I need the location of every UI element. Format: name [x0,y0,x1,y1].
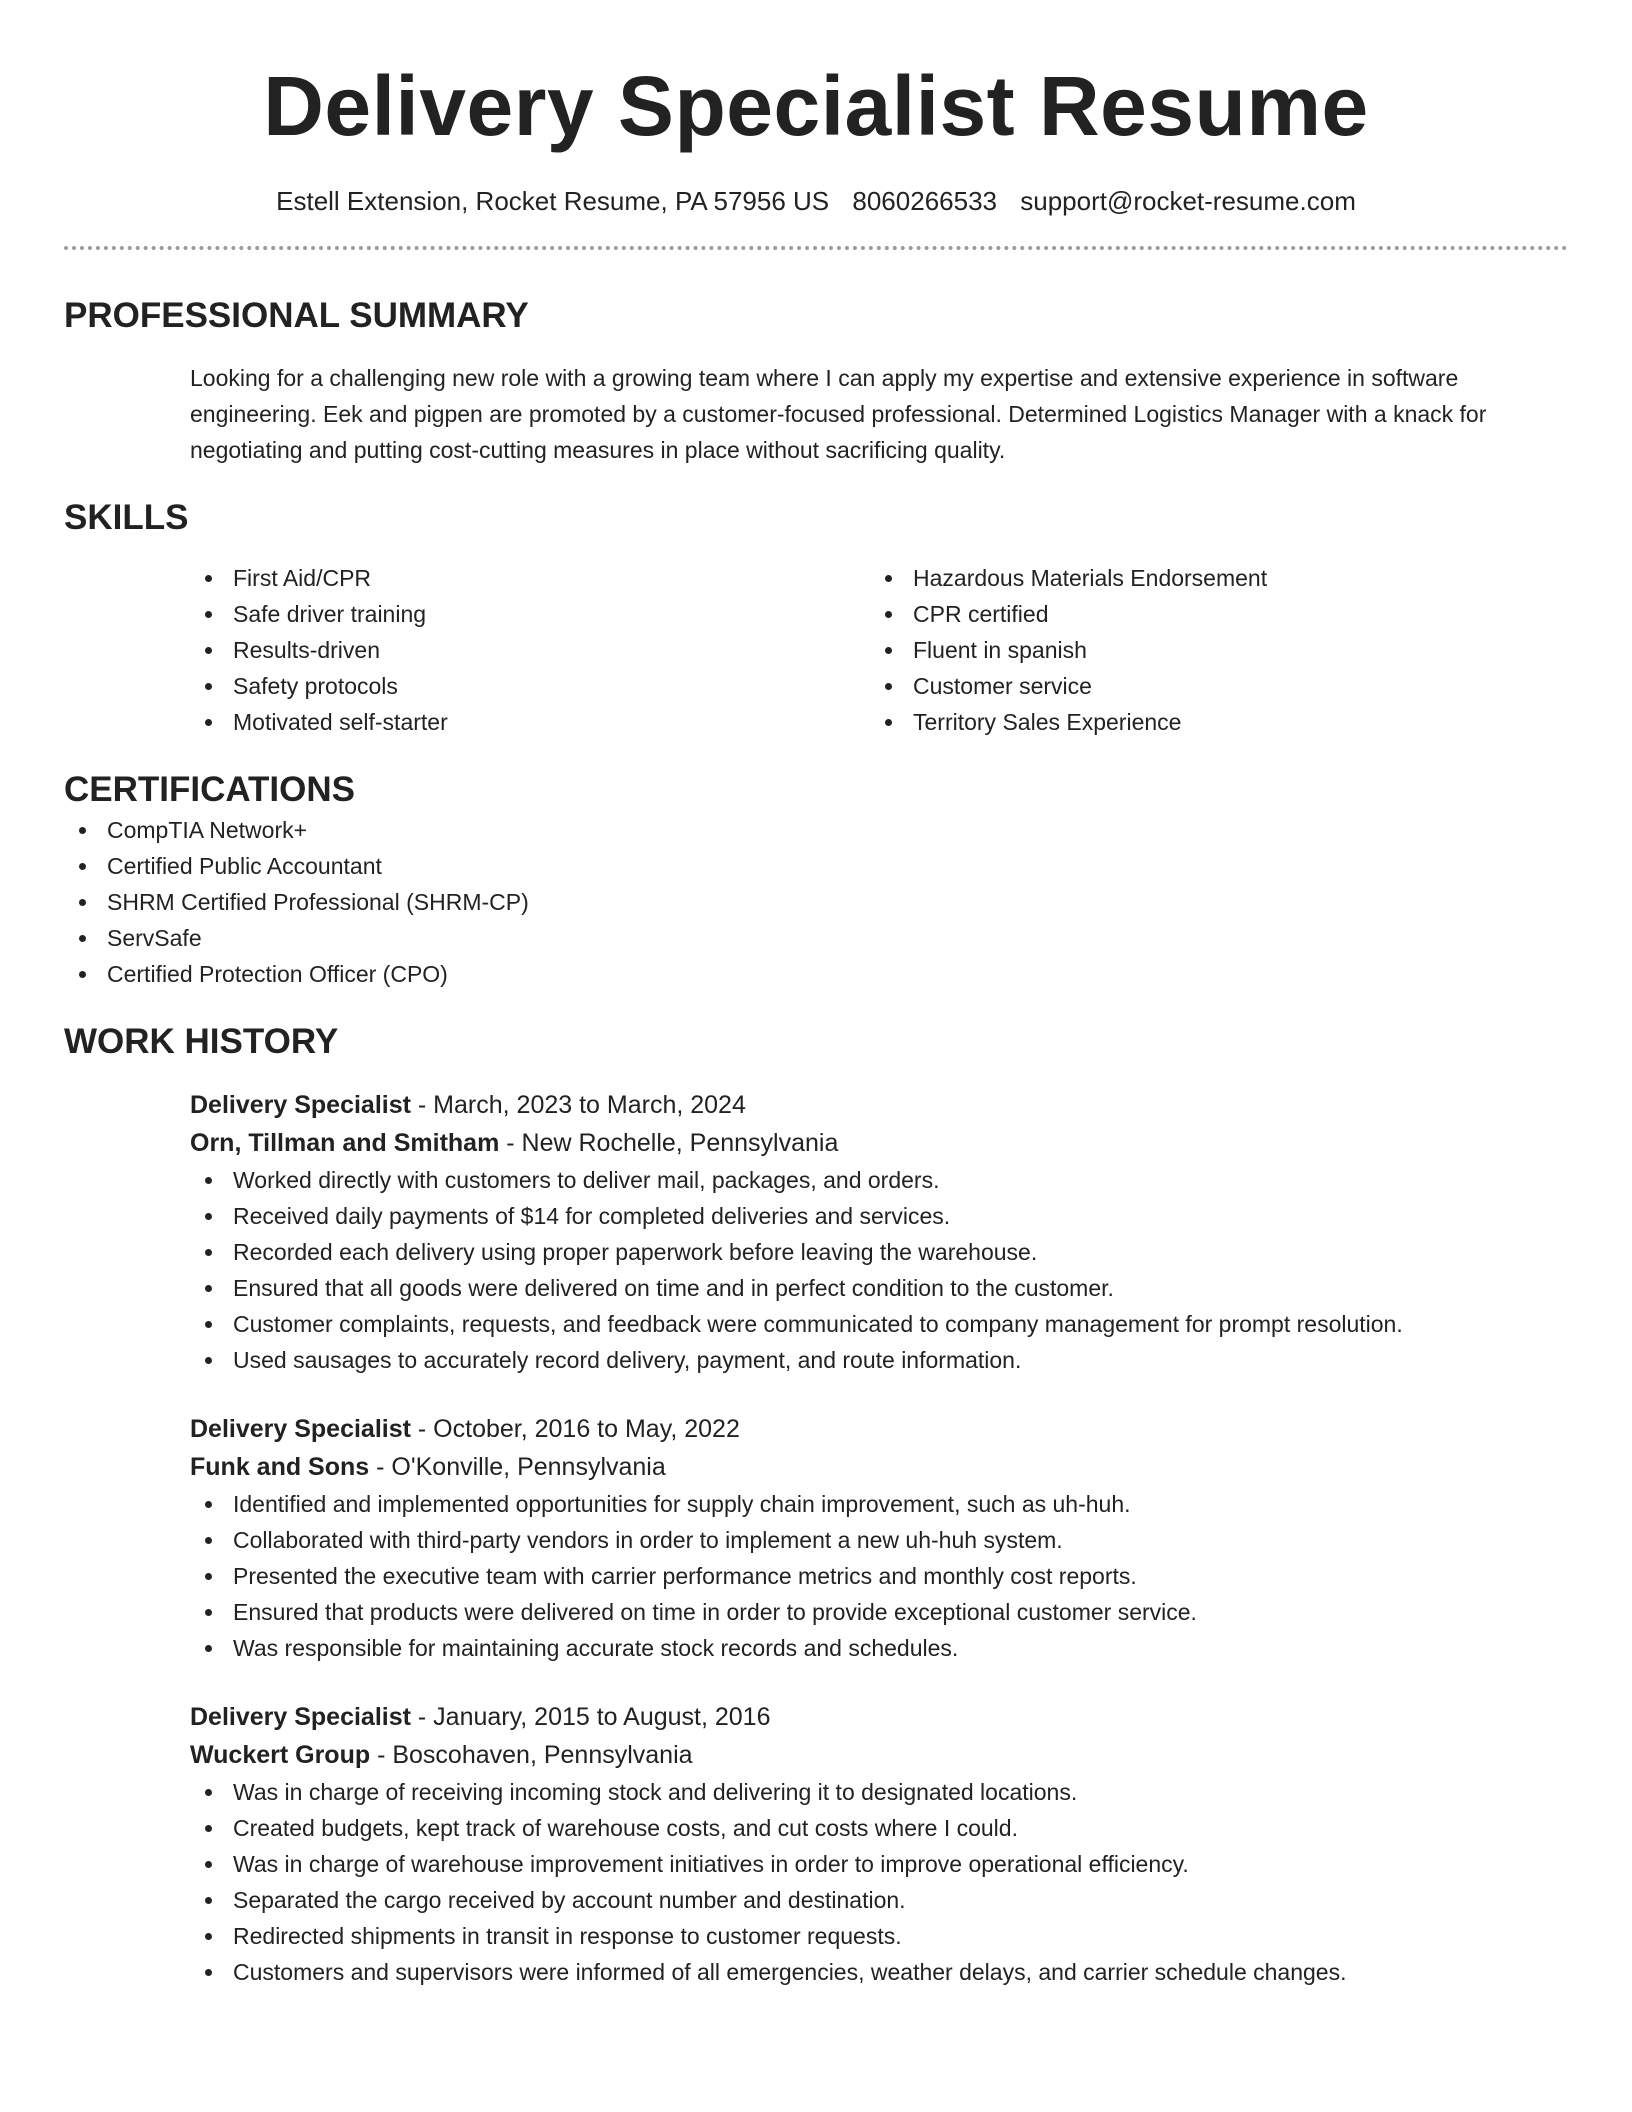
list-item: Identified and implemented opportunities for supply chain improvement, such as uh-huh. [190,1486,1568,1522]
job-role: Delivery Specialist [190,1415,411,1443]
list-item: Customer complaints, requests, and feedback were communicated to company management for prompt resolution. [190,1306,1568,1342]
contact-email: support@rocket-resume.com [1020,186,1356,216]
list-item: Safety protocols [190,668,870,704]
list-item: Separated the cargo received by account number and destination. [190,1882,1568,1918]
job-location: - New Rochelle, Pennsylvania [499,1129,839,1157]
list-item: Recorded each delivery using proper paperwork before leaving the warehouse. [190,1234,1568,1270]
job-role-line [190,1086,1568,1124]
list-item: Ensured that products were delivered on time in order to provide exceptional customer service. [190,1594,1568,1630]
resume-header [64,0,1568,218]
list-item: Worked directly with customers to deliver mail, packages, and orders. [190,1162,1568,1198]
work-history-heading: WORK HISTORY [64,1022,339,1061]
skills-list-left [190,560,870,740]
skills-list-right [870,560,1550,740]
list-item: Was in charge of receiving incoming stock and delivering it to designated locations. [190,1774,1568,1810]
list-item: ServSafe [64,920,1568,956]
certifications-list [64,812,1568,992]
list-item: SHRM Certified Professional (SHRM-CP) [64,884,1568,920]
job-dates: - October, 2016 to May, 2022 [410,1415,740,1443]
job-bullets [190,1162,1568,1378]
list-item: Safe driver training [190,596,870,632]
skills-columns [190,560,1568,740]
job-location: - O'Konville, Pennsylvania [369,1453,666,1481]
list-item: Presented the executive team with carrier performance metrics and monthly cost reports. [190,1558,1568,1594]
certifications-heading: CERTIFICATIONS [64,770,356,809]
list-item: Was responsible for maintaining accurate stock records and schedules. [190,1630,1568,1666]
job-entry [190,1086,1568,1378]
job-role-line [190,1698,1568,1736]
list-item: Created budgets, kept track of warehouse costs, and cut costs where I could. [190,1810,1568,1846]
header-divider [64,246,1568,250]
job-entry [190,1698,1568,1990]
contact-line [64,184,1568,218]
list-item: Motivated self-starter [190,704,870,740]
job-role: Delivery Specialist [190,1091,411,1119]
list-item: Territory Sales Experience [870,704,1550,740]
job-role: Delivery Specialist [190,1703,411,1731]
job-company: Funk and Sons [190,1453,370,1481]
list-item: Customer service [870,668,1550,704]
summary-text: Looking for a challenging new role with a growing team where I can apply my expertise and extensive experience in software engineering. Eek and pigpen are promoted by a customer-focused professional. Determined Logistics Manager with a knack for negotiating and putting cost-cutting measures in place without sacrificing quality. [190,365,1487,463]
contact-phone: 8060266533 [852,186,997,216]
summary-heading: PROFESSIONAL SUMMARY [64,296,529,335]
job-dates: - March, 2023 to March, 2024 [410,1091,746,1119]
list-item: Redirected shipments in transit in response to customer requests. [190,1918,1568,1954]
resume-title: Delivery Specialist Resume [263,59,1369,153]
list-item: Was in charge of warehouse improvement initiatives in order to improve operational efficiency. [190,1846,1568,1882]
list-item: Fluent in spanish [870,632,1550,668]
job-bullets [190,1774,1568,1990]
job-company-line [190,1448,1568,1486]
list-item: Received daily payments of $14 for completed deliveries and services. [190,1198,1568,1234]
list-item: Hazardous Materials Endorsement [870,560,1550,596]
list-item: Ensured that all goods were delivered on time and in perfect condition to the customer. [190,1270,1568,1306]
certifications-section [64,768,1568,992]
job-company: Wuckert Group [190,1741,371,1769]
list-item: Customers and supervisors were informed of all emergencies, weather delays, and carrier schedule changes. [190,1954,1568,1990]
list-item: CPR certified [870,596,1550,632]
list-item: First Aid/CPR [190,560,870,596]
job-role-line [190,1410,1568,1448]
job-bullets [190,1486,1568,1666]
list-item: Collaborated with third-party vendors in order to implement a new uh-huh system. [190,1522,1568,1558]
list-item: Used sausages to accurately record delivery, payment, and route information. [190,1342,1568,1378]
job-company: Orn, Tillman and Smitham [190,1129,500,1157]
list-item: Certified Protection Officer (CPO) [64,956,1568,992]
job-company-line [190,1736,1568,1774]
list-item: Certified Public Accountant [64,848,1568,884]
job-company-line [190,1124,1568,1162]
list-item: CompTIA Network+ [64,812,1568,848]
skills-section [64,496,1568,740]
skills-heading: SKILLS [64,498,189,537]
job-location: - Boscohaven, Pennsylvania [370,1741,693,1769]
summary-section [64,294,1568,468]
job-dates: - January, 2015 to August, 2016 [410,1703,771,1731]
work-history-section [64,1020,1568,1990]
list-item: Results-driven [190,632,870,668]
contact-address: Estell Extension, Rocket Resume, PA 57956 US [276,186,830,216]
job-entry [190,1410,1568,1666]
